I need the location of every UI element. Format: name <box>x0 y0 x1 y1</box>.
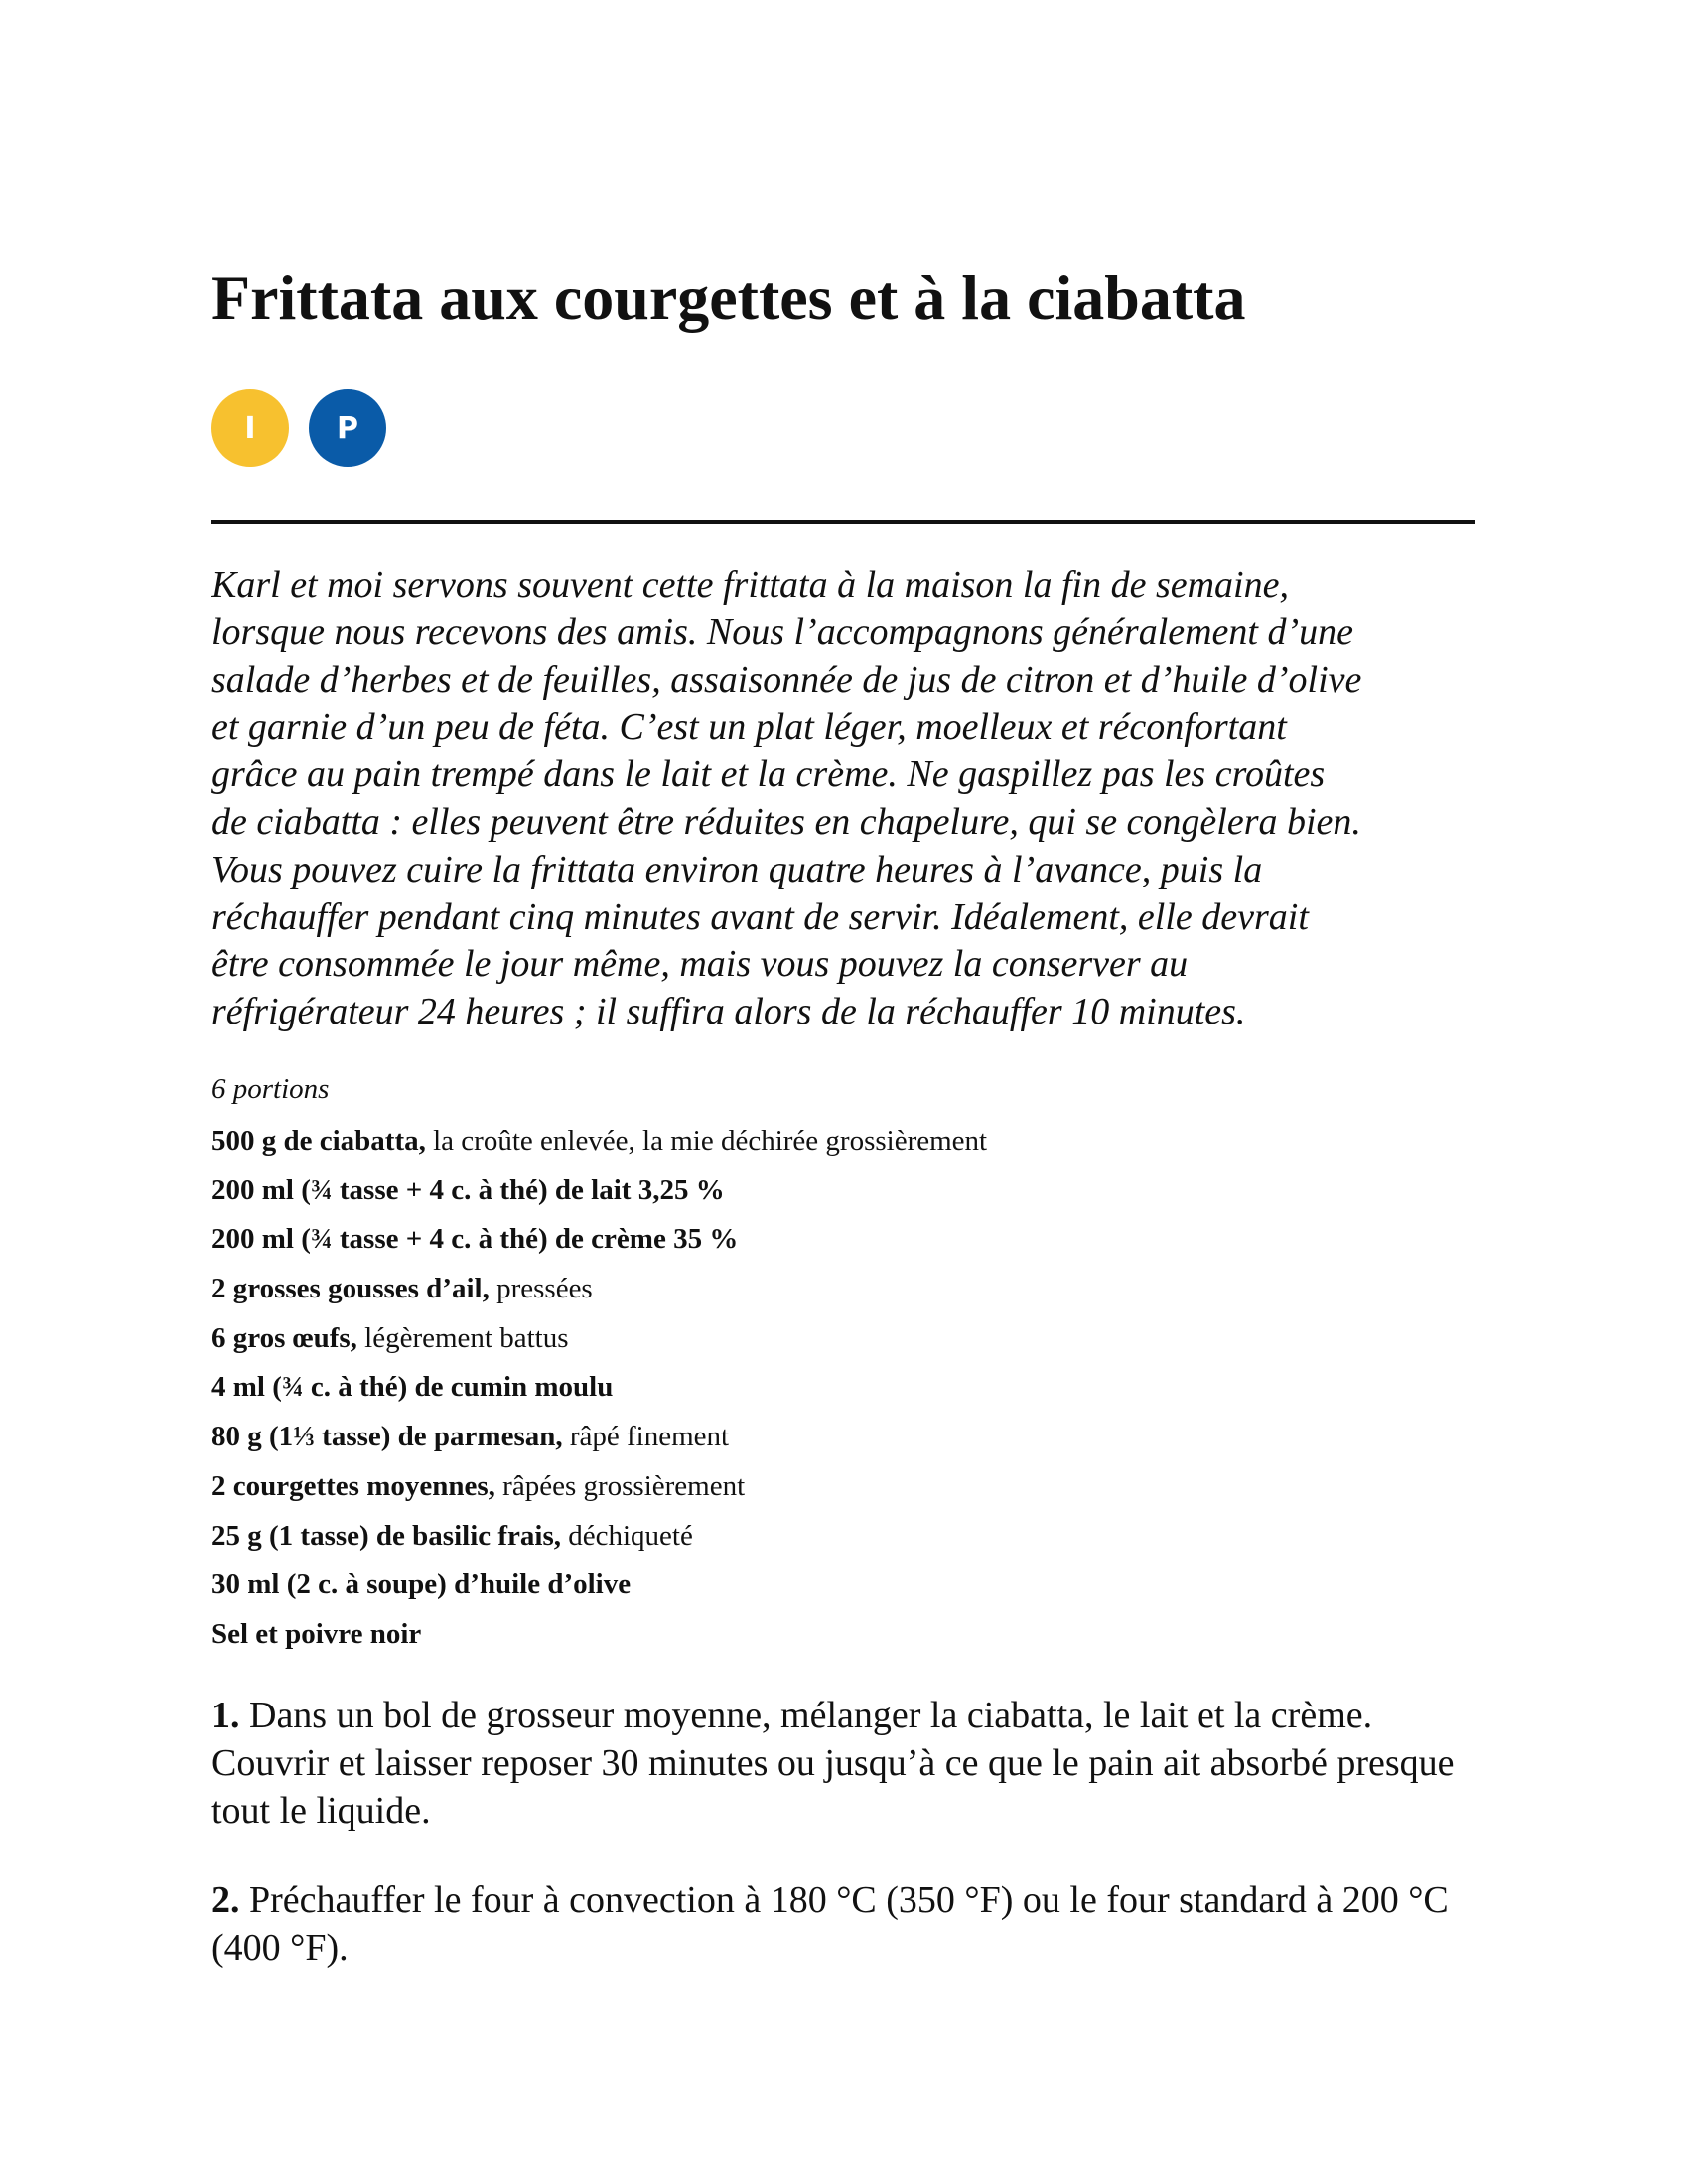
ingredient-item <box>211 1565 987 1614</box>
ingredient-item <box>211 1367 987 1417</box>
recipe-title: Frittata aux courgettes et à la ciabatta <box>211 262 1246 333</box>
intro-paragraph <box>211 562 1475 1036</box>
badge-p-icon <box>309 389 386 467</box>
intro-line: salade d’herbes et de feuilles, assaisonnée de jus de citron et d’huile d’olive <box>211 658 1362 701</box>
ingredient-quantity: 4 ml (¾ c. à thé) de cumin moulu <box>211 1371 614 1404</box>
intro-line: réfrigérateur 24 heures ; il suffira alors de la réchauffer 10 minutes. <box>211 991 1246 1033</box>
portions-label: 6 portions <box>211 1073 330 1105</box>
ingredient-note: déchiqueté <box>561 1519 693 1552</box>
ingredient-item <box>211 1121 987 1170</box>
ingredient-item <box>211 1614 987 1664</box>
ingredient-item <box>211 1269 987 1318</box>
ingredient-note: râpé finement <box>562 1421 730 1453</box>
ingredient-item <box>211 1170 987 1220</box>
ingredient-quantity: 2 courgettes moyennes, <box>211 1469 495 1502</box>
ingredient-note: pressées <box>489 1273 593 1305</box>
badge-i-label: I <box>244 410 256 446</box>
intro-line: de ciabatta : elles peuvent être réduites en chapelure, qui se congèlera bien. <box>211 800 1361 843</box>
ingredient-list <box>211 1121 987 1664</box>
title-divider <box>211 520 1475 524</box>
intro-line: et garnie d’un peu de féta. C’est un plat léger, moelleux et réconfortant <box>211 706 1287 749</box>
intro-line: lorsque nous recevons des amis. Nous l’accompagnons généralement d’une <box>211 611 1354 653</box>
ingredient-quantity: 6 gros œufs, <box>211 1321 357 1354</box>
step-text: Dans un bol de grosseur moyenne, mélanger la ciabatta, le lait et la crème. Couvrir et laisser reposer 30 minutes ou jusqu’à ce que le pain ait absorbé presque tout le liquide. <box>211 1695 1455 1832</box>
ingredient-item <box>211 1318 987 1368</box>
ingredient-item <box>211 1516 987 1566</box>
ingredient-quantity: 500 g de ciabatta, <box>211 1125 426 1157</box>
ingredient-quantity: 25 g (1 tasse) de basilic frais, <box>211 1519 561 1552</box>
ingredient-note: râpées grossièrement <box>494 1469 746 1502</box>
diet-badges <box>211 389 386 467</box>
intro-line: Vous pouvez cuire la frittata environ quatre heures à l’avance, puis la <box>211 848 1263 890</box>
badge-p-label: P <box>337 410 358 446</box>
ingredient-quantity: 200 ml (¾ tasse + 4 c. à thé) de lait 3,25 % <box>211 1173 725 1206</box>
ingredient-item <box>211 1417 987 1466</box>
method-step <box>211 1876 1475 1972</box>
ingredient-item <box>211 1466 987 1516</box>
intro-line: réchauffer pendant cinq minutes avant de servir. Idéalement, elle devrait <box>211 895 1309 938</box>
step-number: 2. <box>211 1879 240 1921</box>
badge-i-icon <box>211 389 289 467</box>
intro-line: Karl et moi servons souvent cette frittata à la maison la fin de semaine, <box>211 564 1289 606</box>
ingredient-note: la croûte enlevée, la mie déchirée grossièrement <box>425 1125 988 1157</box>
ingredient-item <box>211 1219 987 1269</box>
intro-line: être consommée le jour même, mais vous pouvez la conserver au <box>211 943 1189 986</box>
ingredient-quantity: 80 g (1⅓ tasse) de parmesan, <box>211 1421 563 1453</box>
ingredient-note: légèrement battus <box>356 1321 569 1354</box>
ingredient-quantity: 200 ml (¾ tasse + 4 c. à thé) de crème 35 % <box>211 1223 739 1256</box>
step-number: 1. <box>211 1695 240 1736</box>
step-text: Préchauffer le four à convection à 180 °C (350 °F) ou le four standard à 200 °C (400 °F). <box>211 1879 1449 1969</box>
ingredient-quantity: Sel et poivre noir <box>211 1617 422 1650</box>
method-step <box>211 1692 1475 1835</box>
ingredient-quantity: 30 ml (2 c. à soupe) d’huile d’olive <box>211 1569 632 1601</box>
intro-line: grâce au pain trempé dans le lait et la crème. Ne gaspillez pas les croûtes <box>211 753 1326 796</box>
ingredient-quantity: 2 grosses gousses d’ail, <box>211 1273 490 1305</box>
